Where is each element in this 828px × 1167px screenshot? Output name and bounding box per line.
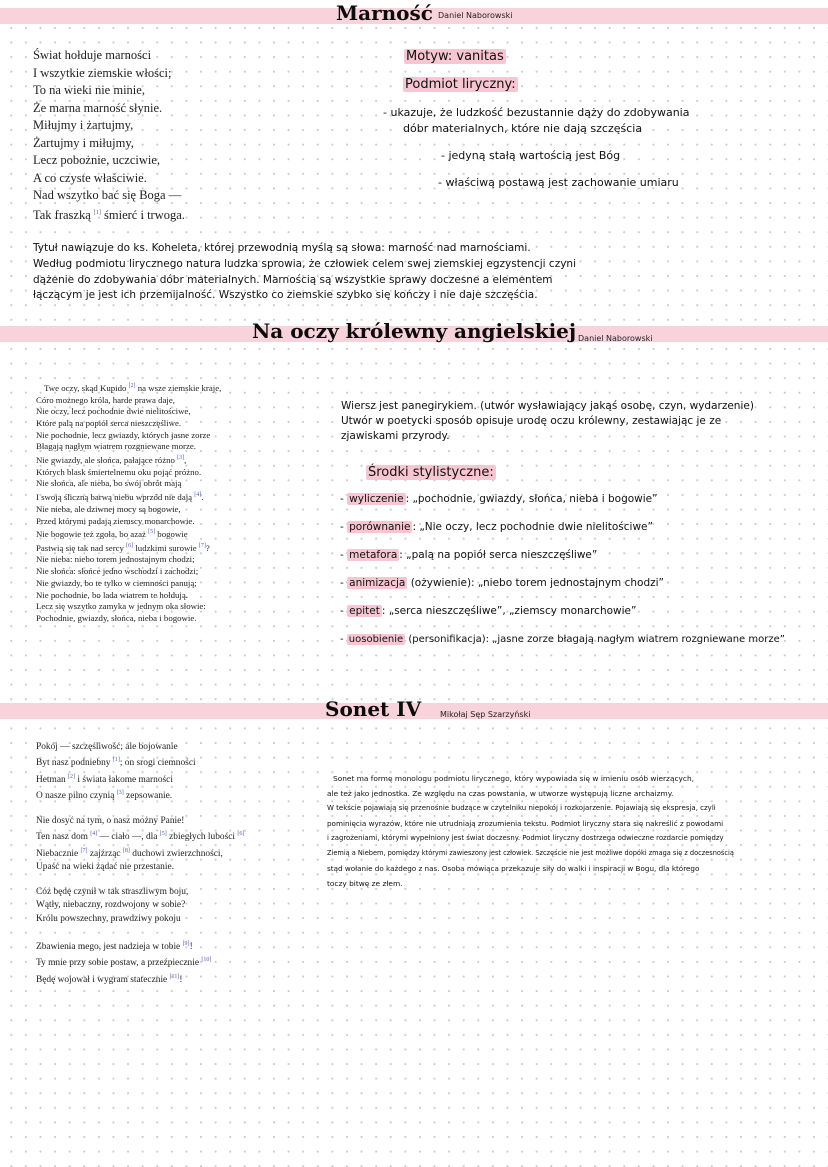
poem-line: Twe oczy, skąd Kupido [2] na wsze ziemskie kraje, [44, 382, 222, 393]
section3-title: Sonet IV [325, 697, 422, 721]
poem-line: I wszytkie ziemskie włości; [33, 65, 172, 80]
poem-line: Nie pochodnie, bo lada wiatrem te hołdują. [36, 589, 188, 600]
section3-note-line: ale też jako jednostka. Ze względu na czas powstania, w utworze występują liczne archaizmy. [327, 789, 674, 798]
section1-note: - jedyną stałą wartością jest Bóg [441, 149, 621, 162]
footnote-ref[interactable]: [6] [237, 831, 245, 838]
section2-intro-line: Wiersz jest panegirykiem. (utwór wysławiający jakąś osobę, czyn, wydarzenie) [341, 400, 754, 412]
section2-intro-line: Utwór w poetycki sposób opisuje urodę oczu królewny, zestawiając je ze [341, 415, 722, 427]
poem-line: Wątły, niebaczny, rozdwojony w sobie? [36, 900, 186, 911]
device-item: - metafora : „palą na popiół serca nieszczęśliwe” [340, 549, 598, 561]
poem-line: Lecz się wszytko zamyka w jednym oka słowie: [36, 601, 206, 612]
device-name: wyliczenie [349, 493, 404, 505]
poem-line: Nie dosyć na tym, o nasz możny Panie! [36, 816, 185, 827]
section3-note-line: pominięcia wyrazów, które nie utrudniają zrozumienia tekstu. Podmiot liryczny stara się nakreślić z powodami [327, 819, 724, 828]
poem-line: Miłujmy i żartujmy, [33, 118, 134, 132]
footnote-ref[interactable]: [4] [90, 831, 98, 838]
section1-paragraph-line: łączącym je jest ich przemijalność. Wszystko co ziemskie szybko się kończy i nie daje szczęścia. [33, 289, 538, 301]
footnote-ref[interactable]: [1] [93, 209, 101, 216]
section1-paragraph-line: Tytuł nawiązuje do ks. Koheleta, której przewodnią myślą są słowa: marność nad marnościami. [33, 242, 531, 254]
section1-author: Daniel Naborowski [438, 11, 513, 20]
device-item: - wyliczenie : „pochodnie, gwiazdy, słońca, nieba i bogowie” [340, 493, 658, 505]
poem-line: Hetman [2] i świata łakome marności [36, 773, 173, 785]
poem-line: A co czyste właściwie. [33, 170, 147, 185]
lyric-subject-text: Podmiot liryczny: [405, 77, 516, 92]
section3-note-line: stąd wołanie do każdego z nas. Osoba mówiąca przekazuje siły do walki i inspiracji w Bogu, dla którego [327, 864, 700, 873]
device-item: - epitet : „serca nieszczęśliwe”, „ziemscy monarchowie” [340, 605, 637, 617]
poem-line: O nasze pilno czynią [3] zepsowanie. [36, 789, 173, 801]
poem-line: Nie pochodnie, lecz gwiazdy, których jasne zorze [36, 429, 211, 440]
poem-line: Upaść na wieki żądać nie przestanie. [36, 862, 174, 873]
poem-line: I swoją śliczną barwą niebu wprzód nie dają [4]. [36, 492, 204, 503]
section1-note: - ukazuje, że ludzkość bezustannie dąży do zdobywania [383, 106, 690, 119]
poem-line: Nie gwiazdy, bo te tylko w ciemności panują; [36, 577, 197, 588]
footnote-ref[interactable]: [2] [68, 773, 76, 780]
section3-note-line: Ziemią a Niebem, pomiędzy którymi zawieszony jest człowiek. Szczęście nie jest możliwe dopóki zmaga się z doczesnością [327, 849, 734, 857]
poem-line: Błagają nagłym wiatrem rozgniewane morze. [36, 441, 196, 452]
motive-label [404, 49, 506, 64]
section1-title: Marność [336, 1, 433, 25]
device-item: - animizacja (ożywienie): „niebo torem jednostajnym chodzi” [340, 577, 664, 589]
footnote-ref[interactable]: [7] [198, 542, 206, 549]
poem-line: Córo możnego króla, harde prawa daje, [36, 394, 175, 405]
poem-line: Niebacznie [7] zajźrząc [8] duchowi zwierzchności, [36, 847, 223, 859]
poem-line: Królu powszechny, prawdziwy pokoju [36, 913, 181, 924]
section3-note-line: Sonet ma formę monologu podmiotu lirycznego, który wypowiada się w imieniu osób wierzących, [333, 774, 695, 783]
poem-line: Pastwią się tak nad sercy [6] ludzkimi surowie [7]? [36, 542, 210, 553]
footnote-ref[interactable]: [5] [159, 831, 167, 838]
poem-line: Cóż będę czynił w tak straszliwym boju, [36, 887, 189, 898]
poem-line: Przed którymi padają ziemscy monarchowie. [36, 515, 195, 526]
stanza-gap [36, 874, 244, 886]
device-example: : „serca nieszczęśliwe”, „ziemscy monarchowie” [381, 605, 637, 617]
footnote-ref[interactable]: [9] [182, 940, 190, 947]
section1-poem [33, 47, 185, 224]
poem-line: Byt nasz podniebny [1]; on srogi ciemności [36, 757, 196, 769]
device-example: : „palą na popiół serca nieszczęśliwe” [399, 549, 598, 561]
poem-line: Tak fraszką [1] śmierć i trwoga. [33, 207, 185, 222]
poem-line: Nie słońca: słońce jedno wschodzi i zachodzi; [36, 566, 199, 577]
section1-note: dóbr materialnych, które nie dają szczęścia [403, 122, 643, 135]
device-name: metafora [349, 549, 398, 561]
footnote-ref[interactable]: [3] [116, 789, 124, 796]
footnote-ref[interactable]: [11] [169, 973, 180, 980]
device-item: - porównanie : „Nie oczy, lecz pochodnie dwie nielitościwe” [340, 521, 653, 533]
device-item: - uosobienie (personifikacja): „jasne zorze błagają nagłym wiatrem rozgniewane morze” [340, 634, 785, 645]
section2-title: Na oczy królewny angielskiej [252, 319, 577, 343]
footnote-ref[interactable]: [1] [112, 757, 120, 764]
device-name: porównanie [349, 521, 411, 533]
section1-note: - właściwą postawą jest zachowanie umiaru [438, 176, 679, 189]
poem-line: Które palą na popiół serca nieszczęśliwe. [36, 418, 182, 429]
poem-line: Ty mnie przy sobie postaw, a przeźpiecznie [10] [36, 957, 212, 969]
footnote-ref[interactable]: [3] [177, 455, 185, 462]
device-example: : „pochodnie, gwiazdy, słońca, nieba i bogowie” [405, 493, 658, 505]
poem-line: Żartujmy i miłujmy, [33, 135, 134, 150]
device-name: epitet [349, 605, 380, 617]
poem-line: Nie oczy, lecz pochodnie dwie nielitościwe, [36, 406, 191, 417]
section3-poem [36, 741, 244, 987]
section2-intro-line: zjawiskami przyrody. [341, 430, 450, 442]
footnote-ref[interactable]: [5] [148, 529, 156, 536]
lyric-subject-label [403, 77, 518, 92]
poem-line: Będę wojował i wygram statecznie [11]! [36, 973, 183, 985]
poem-line: Że marna marność słynie. [33, 100, 163, 115]
poem-line: Pokój — szczęśliwość; ale bojowanie [36, 742, 178, 752]
devices-label [366, 465, 496, 480]
device-example: : „Nie oczy, lecz pochodnie dwie nielitościwe” [412, 521, 653, 533]
poem-line: To na wieki nie minie, [33, 83, 145, 97]
device-example: (ożywienie): „niebo torem jednostajnym chodzi” [407, 577, 664, 589]
poem-line: Zbawienia mego, jest nadzieja w tobie [9]! [36, 940, 193, 952]
section1-paragraph-line: Według podmiotu lirycznego natura ludzka sprowia, że człowiek celem swej ziemskiej egzystencji czyni [33, 258, 576, 270]
section3-note-line: i zagrożeniami, którymi wypełniony jest świat doczesny. Podmiot liryczny dostrzega odwieczne rozdarcie pomiędzy [327, 834, 724, 842]
device-name: uosobienie [348, 634, 404, 645]
section2-author: Daniel Naborowski [578, 334, 653, 343]
stanza-gap [36, 803, 244, 815]
section1-paragraph-line: dążenie do zdobywania dóbr materialnych. Marnością są wszystkie sprawy doczesne a elementem [33, 274, 553, 286]
footnote-ref[interactable]: [2] [128, 383, 136, 389]
device-name: animizacja [349, 577, 406, 589]
section3-note-line: W tekście pojawiają się przenośnie budzące w czytelniku niepokój i rozkojarzenie. Pojawiają się ekspresja, czyli [327, 804, 716, 812]
poem-line: Nie nieba: niebo torem jednostajnym chodzi; [36, 554, 195, 565]
poem-line: Nie gwiazdy, ale słońca, pałające różno [3], [36, 455, 187, 466]
footnote-ref[interactable]: [6] [126, 542, 134, 549]
poem-line: Ten nasz dom [4] — ciało —, dla [5] zbiegłych lubości [6] [36, 831, 245, 843]
device-example: (personifikacja): „jasne zorze błagają nagłym wiatrem rozgniewane morze” [405, 634, 785, 645]
poem-line: Lecz pobożnie, uczciwie, [33, 153, 161, 167]
poem-line: Świat hołduje marności [33, 48, 152, 62]
poem-line: Pochodnie, gwiazdy, słońca, nieba i bogowie. [36, 612, 197, 623]
poem-line: Nie nieba, ale dziwnej mocy są bogowie, [36, 503, 181, 514]
footnote-ref[interactable]: [4] [194, 492, 202, 499]
poem-line: Nie bogowie też zgoła, bo azaż [5] bogowie [36, 529, 188, 540]
motive-text: Motyw: vanitas [406, 49, 504, 64]
footnote-ref[interactable]: [10] [201, 957, 212, 964]
poem-line: Nie słońca, ale nieba, bo swój obrót mają [36, 478, 182, 489]
poem-line: Nad wszytko bać się Boga — [33, 188, 182, 202]
section2-poem [36, 381, 221, 625]
footnote-ref[interactable]: [7] [80, 847, 88, 854]
section3-author: Mikołaj Sęp Szarzyński [440, 710, 531, 719]
section3-note-line: toczy bitwę ze złem. [327, 879, 403, 888]
footnote-ref[interactable]: [8] [122, 847, 130, 854]
devices-label-text: Środki stylistyczne: [368, 465, 494, 480]
poem-line: Których blask śmiertelnemu oku pojąć próżno. [36, 466, 202, 477]
stanza-gap [36, 926, 244, 938]
